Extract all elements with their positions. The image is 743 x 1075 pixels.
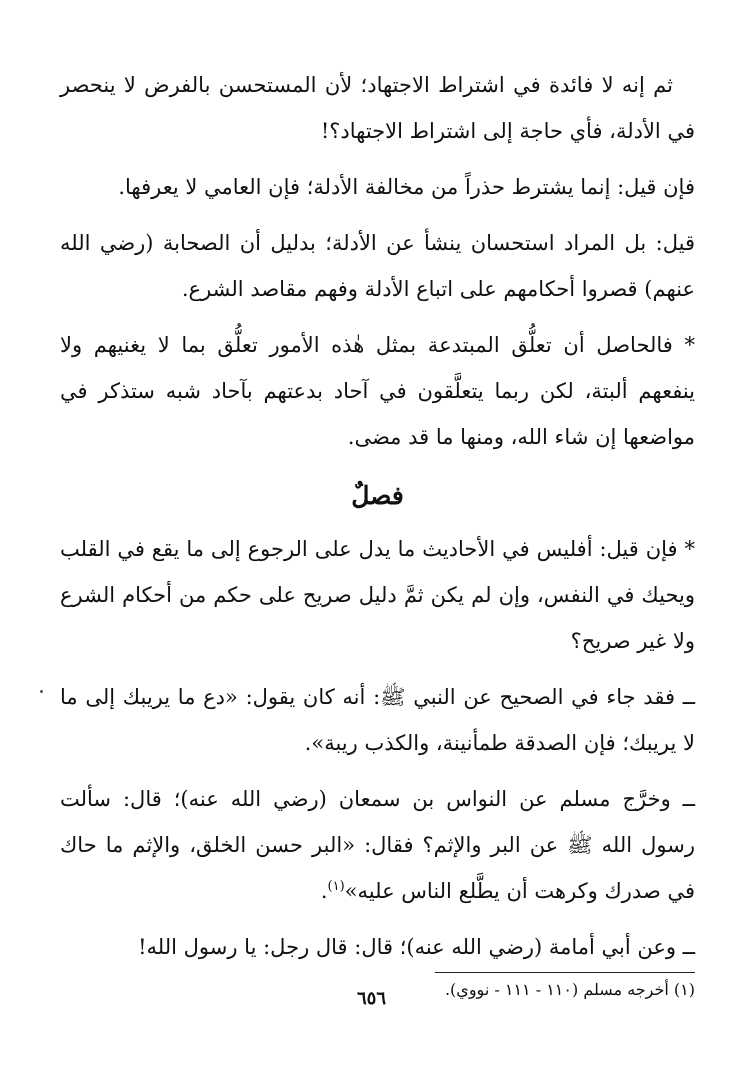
footnote-divider bbox=[435, 972, 695, 973]
paragraph-2: فإن قيل: إنما يشترط حذراً من مخالفة الأدلة؛ فإن العامي لا يعرفها. bbox=[118, 175, 695, 199]
footnote-reference: (١) bbox=[327, 879, 345, 894]
paragraph-7 bbox=[60, 776, 695, 914]
section-heading: فصلٌ bbox=[351, 481, 404, 510]
page-body bbox=[60, 62, 695, 1003]
paragraph-5: * فإن قيل: أفليس في الأحاديث ما يدل على الرجوع إلى ما يقع في القلب ويحيك في النفس، وإن لم يكن ثمَّ دليل صريح على حكم من أحكام الشرع ولا غير صريح؟ bbox=[60, 537, 695, 653]
paragraph-1: ثم إنه لا فائدة في اشتراط الاجتهاد؛ لأن المستحسن بالفرض لا ينحصر في الأدلة، فأي حاجة إلى اشتراط الاجتهاد؟! bbox=[60, 73, 695, 143]
scan-speck bbox=[40, 690, 43, 693]
paragraph-7-end: . bbox=[320, 879, 328, 903]
paragraph-6: ــ فقد جاء في الصحيح عن النبي ﷺ: أنه كان يقول: «دع ما يريبك إلى ما لا يريبك؛ فإن الصدقة طمأنينة، والكذب ريبة». bbox=[60, 685, 695, 755]
paragraph-3: قيل: بل المراد استحسان ينشأ عن الأدلة؛ بدليل أن الصحابة (رضي الله عنهم) قصروا أحكامهم على اتباع الأدلة وفهم مقاصد الشرع. bbox=[60, 231, 695, 301]
paragraph-8: ــ وعن أبي أمامة (رضي الله عنه)؛ قال: قال رجل: يا رسول الله! bbox=[138, 935, 695, 959]
footnote: (١) أخرجه مسلم (١١٠ - ١١١ - نووي). bbox=[444, 980, 695, 999]
page-number: ٦٥٦ bbox=[356, 988, 386, 1009]
paragraph-4: * فالحاصل أن تعلُّق المبتدعة بمثل هٰذه الأمور تعلُّق بما لا يغنيهم ولا ينفعهم ألبتة، لكن ربما يتعلَّقون في آحاد بدعتهم بآحاد شبه ستذكر في مواضعها إن شاء الله، ومنها ما قد مضى. bbox=[60, 333, 695, 449]
paragraph-7-text: ــ وخرَّج مسلم عن النواس بن سمعان (رضي الله عنه)؛ قال: سألت رسول الله ﷺ عن البر والإثم؟ فقال: «البر حسن الخلق، والإثم ما حاك في صدرك وكرهت أن يطَّلع الناس عليه» bbox=[60, 787, 695, 903]
